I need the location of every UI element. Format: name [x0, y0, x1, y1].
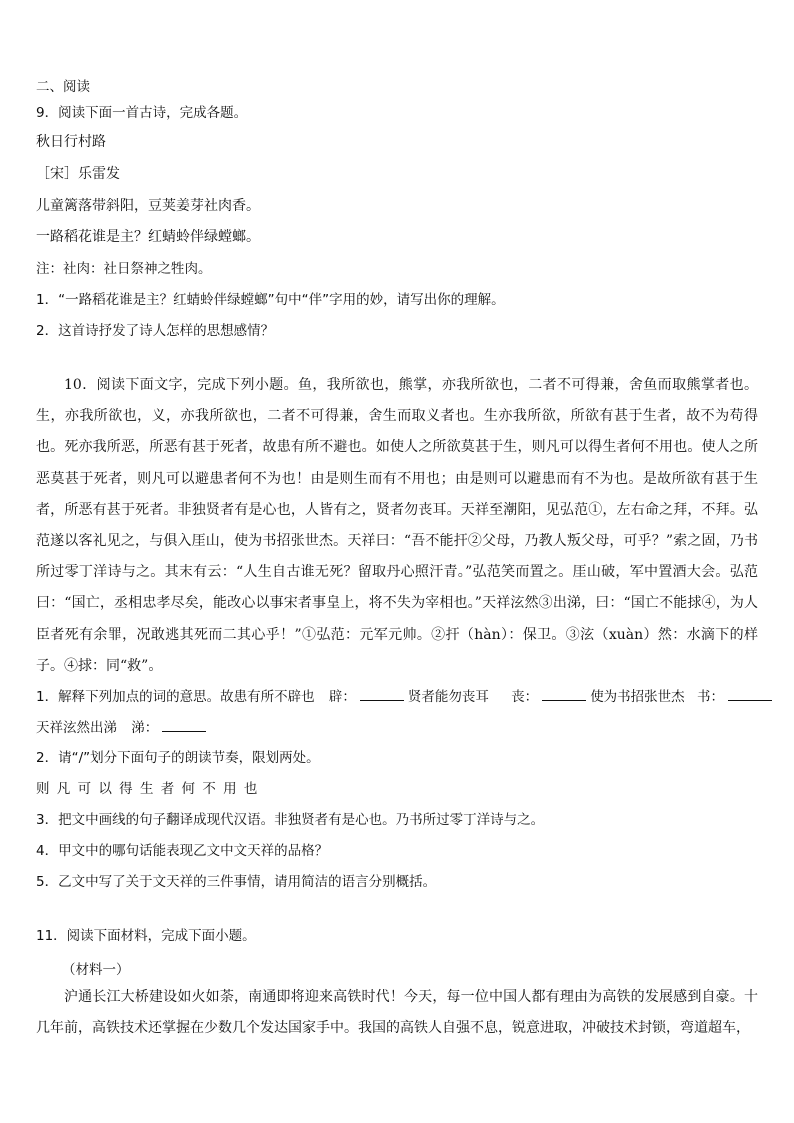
material-label: （材料一） [62, 962, 130, 978]
q10-sub1-word3: 书： [696, 689, 724, 705]
poem-line-2: 一路稻花谁是主？红蜻蛉伴绿螳螂。 [36, 229, 260, 245]
question-9-prompt: 9．阅读下面一首古诗，完成各题。 [36, 105, 248, 121]
poem-author: ［宋］乐雷发 [36, 166, 120, 182]
question-10-sub-1-cont [36, 717, 210, 737]
q10-sub1-word4: 涕： [131, 720, 159, 736]
answer-blank[interactable] [360, 686, 404, 701]
answer-blank[interactable] [728, 686, 772, 701]
q10-sub1-word1: 辟： [328, 689, 356, 705]
question-11-passage: 沪通长江大桥建设如火如荼，南通即将迎来高铁时代！今天，每一位中国人都有理由为高铁的发展感到自豪。十几年前，高铁技术还掌握在少数几个发达国家手中。我国的高铁人自强不息，锐意进取，冲破技术封锁，弯道超车， [36, 989, 758, 1037]
section-title: 二、阅读 [36, 79, 90, 95]
question-9-sub-1: 1．“一路稻花谁是主？红蜻蛉伴绿螳螂”句中“伴”字用的妙，请写出你的理解。 [36, 292, 505, 308]
answer-blank[interactable] [542, 686, 586, 701]
question-10-sub-3: 3．把文中画线的句子翻译成现代汉语。非独贤者有是心也。乃书所过零丁洋诗与之。 [36, 812, 545, 828]
question-11-prompt: 11．阅读下面材料，完成下面小题。 [36, 928, 256, 944]
question-10-passage: 10．阅读下面文字，完成下列小题。鱼，我所欲也，熊掌，亦我所欲也，二者不可得兼，舍鱼而取熊掌者也。生，亦我所欲也，义，亦我所欲也，二者不可得兼，舍生而取义者也。生亦我所欲，所欲有甚于生者，故不为苟得也。死亦我所恶，所恶有甚于死者，故患有所不避也。如使人之所欲莫甚于生，则凡可以得生者何不用也。使人之所恶莫甚于死者，则凡可以避患者何不为也！由是则生而有不用也；由是则可以避患而有不为也。是故所欲有甚于生者，所恶有甚于死者。非独贤者有是心也，人皆有之，贤者勿丧耳。天祥至潮阳，见弘范①，左右命之拜，不拜。弘范遂以客礼见之，与俱入厓山，使为书招张世杰。天祥曰：“吾不能扞②父母，乃教人叛父母，可乎？”索之固，乃书所过零丁洋诗与之。其末有云：“人生自古谁无死？留取丹心照汗青。”弘范笑而置之。厓山破，军中置酒大会。弘范曰：“国亡，丞相忠孝尽矣，能改心以事宋者事皇上，将不失为宰相也。”天祥泫然③出涕，曰：“国亡不能捄④，为人臣者死有余罪，况敢逃其死而二其心乎！”①弘范：元军元帅。②扞（hàn）：保卫。③泫（xuàn）然：水滴下的样子。④捄：同“救”。 [36, 377, 758, 674]
question-10-sub-2: 2．请“/”划分下面句子的朗读节奏，限划两处。 [36, 750, 320, 766]
q10-sub1-intro: 1．解释下列加点的词的意思。故患有所不辟也 [36, 689, 315, 705]
q10-sub1-phrase3: 使为书招张世杰 [590, 689, 685, 705]
q10-sub1-phrase4: 天祥泫然出涕 [36, 720, 117, 736]
answer-blank[interactable] [162, 717, 206, 732]
q10-sub1-phrase2: 贤者能勿丧耳 [407, 689, 489, 705]
rhythm-sentence: 则 凡 可 以 得 生 者 何 不 用 也 [36, 781, 258, 797]
question-10-sub-4: 4．甲文中的哪句话能表现乙文中文天祥的品格？ [36, 843, 329, 859]
question-10-sub-5: 5．乙文中写了关于文天祥的三件事情，请用简洁的语言分别概括。 [36, 874, 437, 890]
poem-title: 秋日行村路 [36, 134, 106, 150]
question-10-sub-1 [36, 686, 758, 706]
question-9-sub-2: 2．这首诗抒发了诗人怎样的思想感情？ [36, 323, 275, 339]
q10-sub1-word2: 丧： [511, 689, 539, 705]
poem-note: 注：社肉：社日祭神之牲肉。 [36, 261, 212, 277]
poem-line-1: 儿童篱落带斜阳，豆荚姜芽社肉香。 [36, 198, 260, 214]
